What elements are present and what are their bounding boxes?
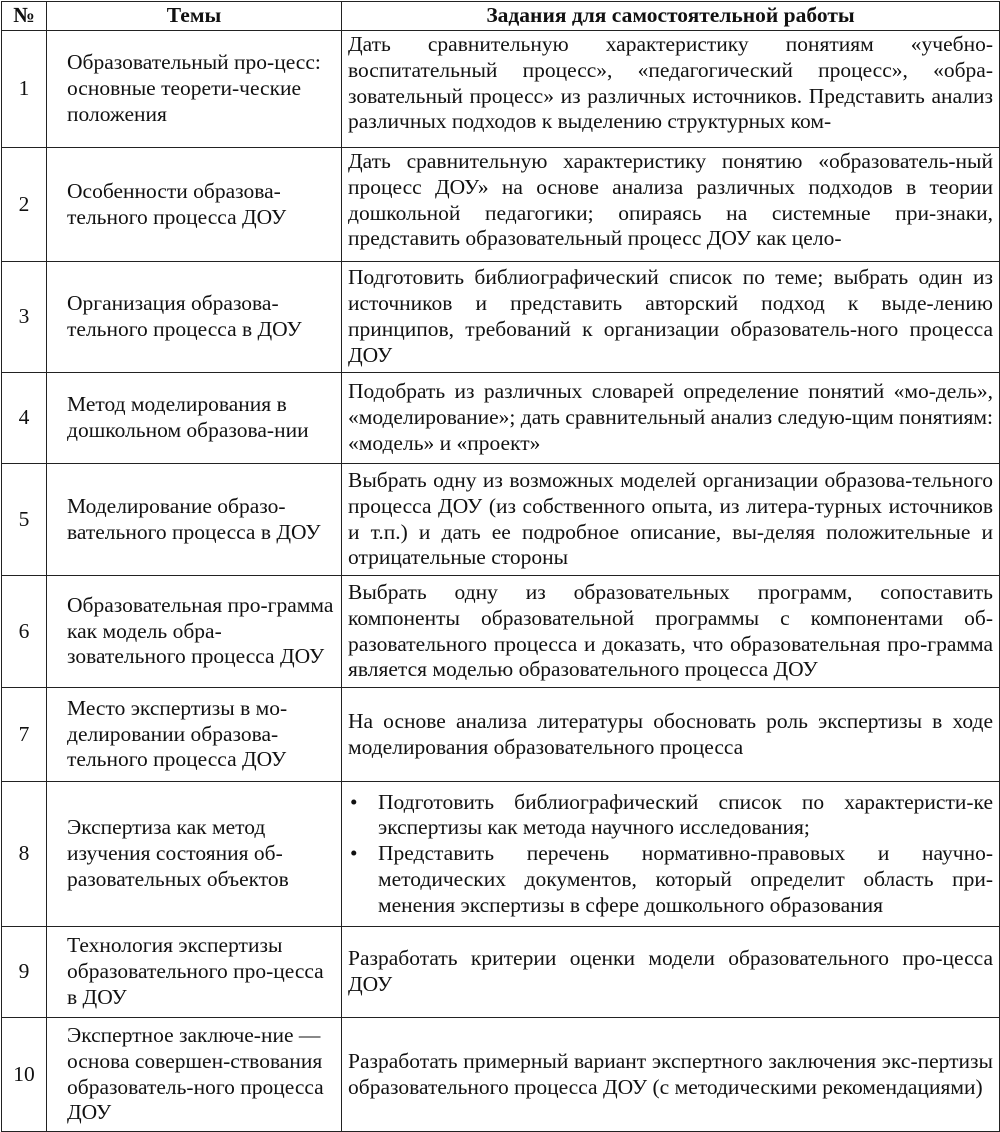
row-number: 8 [2, 782, 47, 927]
task-text: Дать сравнительную характеристику понятию «образователь-ный процесс ДОУ» на основе анализа различных подходов в теории дошкольной педагогики; опираясь на системные при-знаки, представить образовательный процесс ДОУ как цело- [348, 149, 993, 251]
header-tasks: Задания для самостоятельной работы [342, 2, 1000, 31]
table-row [2, 688, 1000, 782]
row-number: 6 [2, 576, 47, 688]
table-row [2, 576, 1000, 688]
list-item [348, 841, 993, 918]
topic-cell: Образовательная про-грамма как модель обра-зовательного процесса ДОУ [47, 576, 342, 688]
table-row [2, 262, 1000, 373]
task-cell: Подобрать из различных словарей определение понятий «мо-дель», «моделирование»; дать сравнительный анализ следую-щим понятиям: «модель» и «проект» [342, 373, 1000, 464]
topic-cell: Моделирование образо-вательного процесса в ДОУ [47, 464, 342, 576]
task-cell: Разработать критерии оценки модели образовательного про-цесса ДОУ [342, 927, 1000, 1018]
table-row [2, 373, 1000, 464]
bullet-text: Представить перечень нормативно-правовых и научно-методических документов, который определит область при-менения экспертизы в сфере дошкольного образования [378, 841, 993, 917]
bullet-text: Подготовить библиографический список по характеристи-ке экспертизы как метода научного исследования; [378, 789, 993, 840]
list-item [348, 790, 993, 842]
topic-cell: Экспертиза как метод изучения состояния об-разовательных объектов [47, 782, 342, 927]
table-row [2, 31, 1000, 148]
table-row [2, 1018, 1000, 1132]
task-cell: Выбрать одну из образовательных программ, сопоставить компоненты образовательной программы с компонентами об-разовательного процесса и доказать, что образовательная про-грамма является моделью образовательного процесса ДОУ [342, 576, 1000, 688]
header-topics: Темы [47, 2, 342, 31]
row-number: 7 [2, 688, 47, 782]
task-text: Дать сравнительную характеристику понятиям «учебно-воспитательный процесс», «педагогический процесс», «обра-зовательный процесс» из различных источников. Представить анализ различных подходов к выделению структурных ком- [348, 32, 993, 134]
table-row [2, 782, 1000, 927]
row-number: 5 [2, 464, 47, 576]
table-row [2, 927, 1000, 1018]
task-cell: Разработать примерный вариант экспертного заключения экс-пертизы образовательного процесса ДОУ (с методическими рекомендациями) [342, 1018, 1000, 1132]
tasks-table [1, 1, 1000, 1132]
task-cell: На основе анализа литературы обосновать роль экспертизы в ходе моделирования образовательного процесса [342, 688, 1000, 782]
bullet-icon: • [350, 841, 358, 866]
row-number: 2 [2, 148, 47, 262]
task-cell [342, 148, 1000, 262]
row-number: 1 [2, 31, 47, 148]
task-cell: Подготовить библиографический список по теме; выбрать один из источников и представить авторский подход к выде-лению принципов, требований к организации образователь-ного процесса ДОУ [342, 262, 1000, 373]
row-number: 9 [2, 927, 47, 1018]
task-bullet-list [348, 790, 993, 919]
topic-cell: Метод моделирования в дошкольном образова-нии [47, 373, 342, 464]
topic-cell: Организация образова-тельного процесса в ДОУ [47, 262, 342, 373]
row-number: 4 [2, 373, 47, 464]
topic-cell: Экспертное заключе-ние — основа совершен-ствования образователь-ного процесса ДОУ [47, 1018, 342, 1132]
bullet-icon: • [350, 789, 358, 814]
table-row [2, 464, 1000, 576]
header-num: № [2, 2, 47, 31]
header-row [2, 2, 1000, 31]
table-row [2, 148, 1000, 262]
task-cell [342, 782, 1000, 927]
row-number: 3 [2, 262, 47, 373]
task-cell [342, 31, 1000, 148]
topic-cell: Особенности образова-тельного процесса ДОУ [47, 148, 342, 262]
topic-cell: Место экспертизы в мо-делировании образова-тельного процесса ДОУ [47, 688, 342, 782]
topic-cell: Технология экспертизы образовательного про-цесса в ДОУ [47, 927, 342, 1018]
topic-cell: Образовательный про-цесс: основные теорети-ческие положения [47, 31, 342, 148]
row-number: 10 [2, 1018, 47, 1132]
task-cell: Выбрать одну из возможных моделей организации образова-тельного процесса ДОУ (из собственного опыта, из литера-турных источников и т.п.) и дать ее подробное описание, вы-деляя положительные и отрицательные стороны [342, 464, 1000, 576]
